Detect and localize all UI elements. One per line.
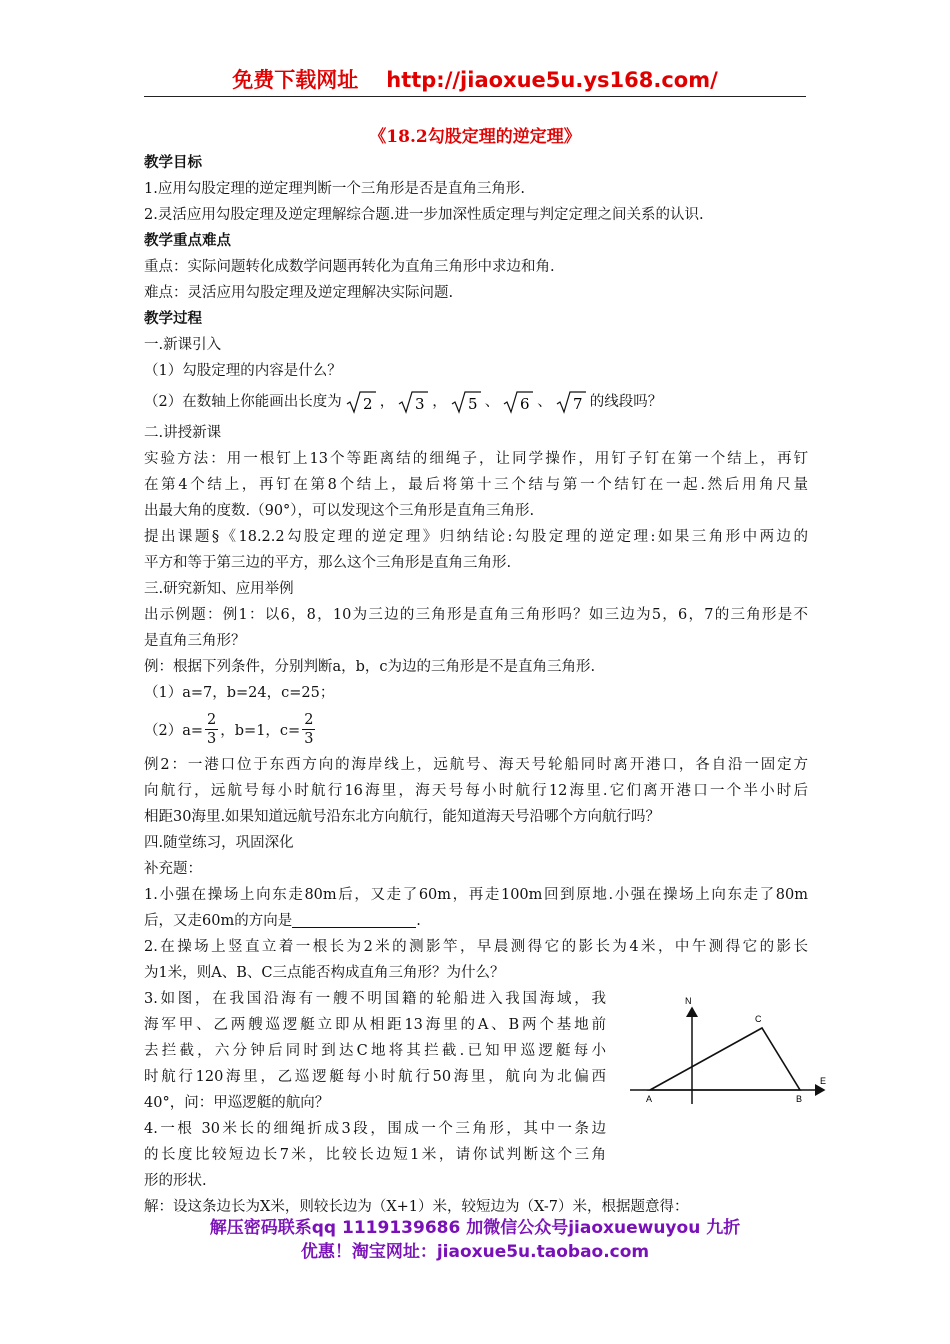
paragraph: 2.在操场上竖直立着一根长为2米的测影竿，早晨测得它的影长为4米，中午测得它的影长 [144, 939, 808, 955]
fraction: $\frac{2}{3}$ [207, 711, 217, 747]
paragraph: 出示例题：例1：以6，8，10为三边的三角形是直角三角形吗？如三边为5，6，7的三角形是不 [144, 607, 808, 623]
paragraph: 重点：实际问题转化成数学问题再转化为直角三角形中求边和角. [144, 259, 555, 275]
paragraph: 平方和等于第三边的平方，那么这个三角形是直角三角形. [144, 555, 512, 571]
paragraph: 二.讲授新课 [144, 425, 222, 441]
header-url-link[interactable]: http://jiaoxue5u.ys168.com/ [386, 68, 718, 92]
label-a: A [646, 1094, 653, 1104]
document-title: 《18.2勾股定理的逆定理》 [369, 127, 581, 147]
fraction-line: （2）a= $\frac{2}{3}$ ，b=1，c= $\frac{2}{3}$ [144, 711, 314, 747]
heading-teaching-goals: 教学目标 [144, 154, 202, 171]
footer-line-1: 解压密码联系qq 1119139686 加微信公众号jiaoxuewuyou 九折 [209, 1218, 741, 1238]
site-footer [0, 1216, 950, 1264]
paragraph: 1.应用勾股定理的逆定理判断一个三角形是否是直角三角形. [144, 181, 525, 197]
footer-line-2[interactable]: 优惠！淘宝网址：jiaoxue5u.taobao.com [300, 1242, 650, 1262]
paragraph: 一.新课引入 [144, 337, 222, 353]
fraction: $\frac{2}{3}$ [304, 711, 314, 747]
paragraph: 形的形状. [144, 1173, 207, 1189]
heading-key-points: 教学重点难点 [144, 232, 231, 249]
paragraph: 三.研究新知、应用举例 [144, 581, 294, 597]
paragraph: 去拦截，六分钟后同时到达C地将其拦截.已知甲巡逻艇每小 [144, 1043, 606, 1059]
paragraph: 为1米，则A、B、C三点能否构成直角三角形？为什么？ [144, 965, 505, 981]
sqrt-symbol [451, 390, 481, 414]
paragraph: 难点：灵活应用勾股定理及逆定理解决实际问题. [144, 285, 454, 301]
paragraph: 实验方法：用一根钉上13个等距离结的细绳子，让同学操作，用钉子钉在第一个结上，再钉 [144, 451, 808, 467]
paragraph: 补充题： [144, 861, 202, 877]
paragraph: 3.如图，在我国沿海有一艘不明国籍的轮船进入我国海域，我 [144, 991, 606, 1007]
sqrt-symbol [556, 390, 586, 414]
label-c: C [755, 1014, 762, 1024]
paragraph: 2.灵活应用勾股定理及逆定理解综合题.进一步加深性质定理与判定定理之间关系的认识. [144, 207, 704, 223]
triangle-diagram [628, 992, 838, 1104]
svg-text:2: 2 [362, 395, 373, 413]
paragraph: 1.小强在操场上向东走80m后，又走了60m，再走100m回到原地.小强在操场上向东走了80m [144, 887, 808, 903]
answer-blank[interactable] [292, 911, 416, 928]
paragraph: 的长度比较短边长7米，比较长边短1米，请你试判断这个三角 [144, 1147, 606, 1163]
header-divider [144, 96, 806, 97]
svg-text:6: 6 [520, 395, 530, 413]
paragraph-with-blank: 后，又走60m的方向是 . [144, 913, 421, 929]
svg-text:5: 5 [467, 395, 478, 413]
sqrt-symbol [503, 390, 533, 414]
paragraph: （1）a=7，b=24，c=25； [144, 685, 335, 701]
svg-text:3: 3 [415, 395, 425, 413]
label-n: N [685, 996, 692, 1006]
sqrt-symbol [346, 390, 376, 414]
paragraph: 是直角三角形？ [144, 633, 246, 649]
paragraph: 4.一根 30米长的细绳折成3段，围成一个三角形，其中一条边 [144, 1121, 606, 1137]
header-label: 免费下载网址 [232, 68, 359, 92]
site-header [0, 64, 950, 94]
paragraph: （1）勾股定理的内容是什么？ [144, 363, 342, 379]
paragraph: 例：根据下列条件，分别判断a，b，c为边的三角形是不是直角三角形. [144, 659, 596, 675]
paragraph: 40°，问：甲巡逻艇的航向？ [144, 1095, 330, 1111]
paragraph: 相距30海里.如果知道远航号沿东北方向航行，能知道海天号沿哪个方向航行吗？ [144, 809, 661, 825]
svg-text:7: 7 [572, 395, 583, 413]
heading-teaching-process: 教学过程 [144, 310, 202, 327]
paragraph: 时航行120海里，乙巡逻艇每小时航行50海里，航向为北偏西 [144, 1069, 606, 1085]
label-b: B [796, 1094, 803, 1104]
question-sqrt-line: （2）在数轴上你能画出长度为 2 ， 3 ， 5 、 6 、 7 的线段吗？ [144, 384, 808, 420]
paragraph: 例2：一港口位于东西方向的海岸线上，远航号、海天号轮船同时离开港口，各自沿一固定方 [144, 757, 808, 773]
paragraph: 在第4个结上，再钉在第8个结上，最后将第十三个结与第一个结钉在一起.然后用角尺量 [144, 477, 808, 493]
paragraph: 四.随堂练习，巩固深化 [144, 835, 294, 851]
paragraph: 向航行，远航号每小时航行16海里，海天号每小时航行12海里.它们离开港口一个半小时后 [144, 783, 808, 799]
paragraph: 出最大角的度数.（90°），可以发现这个三角形是直角三角形. [144, 503, 535, 519]
paragraph: 提出课题§《18.2.2勾股定理的逆定理》归纳结论:勾股定理的逆定理:如果三角形中两边的 [144, 529, 808, 545]
label-e: E [820, 1076, 827, 1086]
paragraph: 海军甲、乙两艘巡逻艇立即从相距13海里的A、B两个基地前 [144, 1017, 606, 1033]
paragraph: 解：设这条边长为X米，则较长边为（X+1）米，较短边为（X-7）米，根据题意得： [144, 1199, 689, 1215]
sqrt-symbol [398, 390, 428, 414]
triangle-abc [650, 1028, 800, 1090]
